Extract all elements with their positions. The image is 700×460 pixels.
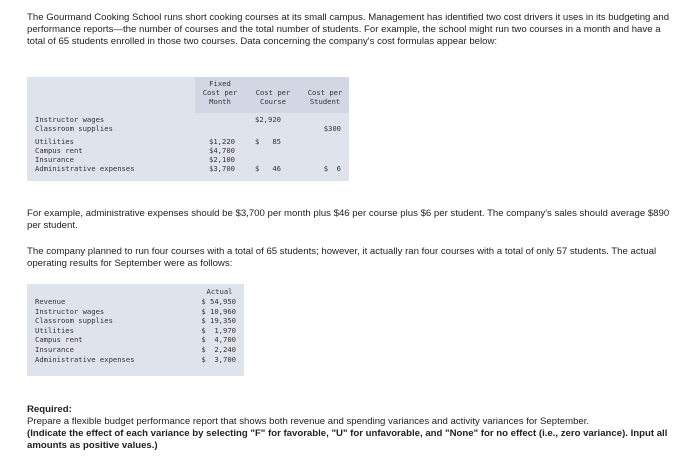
row-label: Instructor wages [35,115,105,124]
course-cost-value: $2,920 [255,115,281,124]
header-cost-per-course: Cost per Course [255,88,291,106]
actual-row-label: Revenue [35,297,66,306]
row-label: Administrative expenses [35,164,135,173]
actual-row-value: $ 10,960 [201,306,236,316]
actual-row-value: $ 1,970 [201,325,236,335]
row-label: Campus rent [35,146,83,155]
row-label: Insurance [35,155,74,164]
actual-row-label: Administrative expenses [35,354,135,364]
fixed-cost-value: $4,700 [209,146,235,155]
course-cost-value: $ 46 [255,164,281,173]
header-actual: Actual [206,287,233,296]
required-heading: Required: [27,404,72,415]
fixed-cost-value: $3,700 [209,164,235,173]
required-instruction: (Indicate the effect of each variance by selecting "F" for favorable, "U" for unfavorable, and "None" for no effect (i.e., zero variance). Input all amounts as positive values.) [27,428,668,452]
actual-row-label: Campus rent [35,335,83,345]
actual-row-label: Classroom supplies [35,316,113,326]
actual-row-value: $ 2,240 [201,345,236,354]
actual-row-label: Insurance [35,345,74,354]
cost-formula-table [27,77,349,181]
intro-paragraph: The Gourmand Cooking School runs short cooking courses at its small campus. Management has identified two cost drivers it uses in its budgeting and performance reports—the number of courses and the total number of students. For example, the school might run two courses in a month and have a total of 65 students enrolled in those two courses. Data concerning the company's cost formulas appear below: [27,12,670,48]
header-fixed-cost: Fixed Cost per Month [202,79,238,106]
actual-row-label: Utilities [35,325,74,335]
course-cost-value: $ 85 [255,137,281,146]
actual-results-table [27,284,244,376]
example-paragraph: For example, administrative expenses should be $3,700 per month plus $46 per course plus $6 per student. The company's sales should average $890 per student. [27,208,670,232]
required-text: Prepare a flexible budget performance report that shows both revenue and spending variances and activity variances for September. [27,416,590,427]
header-cost-per-student: Cost per Student [307,88,343,106]
planned-paragraph: The company planned to run four courses with a total of 65 students; however, it actually ran four courses with a total of only 57 students. The actual operating results for September were as follows: [27,246,657,270]
actual-row-value: $ 3,700 [201,354,236,364]
actual-row-label: Instructor wages [35,306,105,316]
fixed-cost-value: $2,100 [209,155,235,164]
student-cost-value: $300 [323,124,341,133]
row-label: Classroom supplies [35,124,113,133]
fixed-cost-value: $1,220 [209,137,235,146]
student-cost-value: $ 6 [323,164,341,173]
actual-row-value: $ 4,700 [201,335,236,345]
row-label: Utilities [35,137,74,146]
actual-row-value: $ 54,950 [201,297,236,306]
actual-row-value: $ 19,350 [201,316,236,326]
